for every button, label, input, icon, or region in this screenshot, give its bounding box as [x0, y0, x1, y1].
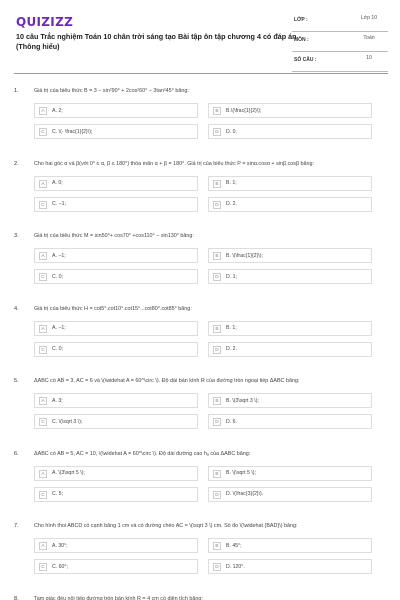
question-text: ΔABC có AB = 3, AC = 6 và \(\widehat A = 60^\circ \). Độ dài bán kính R của đường tròn ngoại tiếp ΔABC bằng: — [34, 378, 300, 384]
option-letter: C — [39, 128, 47, 136]
question-item — [14, 86, 388, 159]
question-item — [14, 231, 388, 304]
answer-option-a[interactable] — [34, 248, 198, 263]
option-letter: C — [39, 346, 47, 354]
option-text: A. −1; — [52, 252, 66, 259]
answer-option-b[interactable] — [208, 466, 372, 481]
option-letter: A — [39, 107, 47, 115]
option-text: D. 6. — [226, 418, 237, 425]
option-letter: B — [213, 470, 221, 478]
option-text: D. 120°. — [226, 563, 245, 570]
answer-option-d[interactable] — [208, 197, 372, 212]
worksheet-title: 10 câu Trắc nghiệm Toán 10 chân trời sáng tạo Bài tập ôn tập chương 4 có đáp án (Thông hiểu) — [16, 32, 297, 51]
question-number: 8. — [14, 595, 19, 600]
answer-option-b[interactable] — [208, 538, 372, 553]
answer-option-d[interactable] — [208, 414, 372, 429]
question-item — [14, 376, 388, 449]
answer-option-c[interactable] — [34, 559, 198, 574]
question-number: 3. — [14, 233, 19, 239]
meta-value: Lớp 10 — [360, 15, 378, 21]
option-text: C. \(- \frac{1}{2}\); — [52, 128, 93, 135]
question-number: 6. — [14, 450, 19, 457]
option-text: B. \(\frac{1}{2}\); — [226, 252, 263, 259]
option-text: A. 3; — [52, 397, 63, 404]
option-letter: B — [213, 325, 221, 333]
answer-option-d[interactable] — [208, 487, 372, 502]
question-text: Giá trị của biểu thức B = 3 − sin²90° + 2cos²60° − 3tan²45° bằng: — [34, 88, 189, 94]
meta-label: SỐ CÂU : — [294, 57, 317, 63]
option-text: B.\(\frac{1}{2}\); — [226, 107, 262, 114]
answer-option-a[interactable] — [34, 466, 198, 481]
option-letter: D — [213, 201, 221, 209]
option-text: A. \(3\sqrt 5 \); — [52, 470, 85, 476]
question-number: 5. — [14, 378, 19, 384]
option-letter: D — [213, 273, 221, 281]
question-item — [14, 304, 388, 377]
option-letter: B — [213, 252, 221, 260]
option-text: A. 2; — [52, 107, 63, 114]
option-letter: D — [213, 128, 221, 136]
option-text: C. 0; — [52, 273, 63, 280]
meta-box — [292, 12, 388, 72]
question-text: Cho hình thoi ABCD có cạnh bằng 1 cm và có đường chéo AC = \(\sqrt 3 \) cm. Số đo \(\widehat {BAD}\) bằng: — [34, 523, 298, 529]
option-letter: B — [213, 542, 221, 550]
answer-option-c[interactable] — [34, 414, 198, 429]
option-letter: A — [39, 252, 47, 260]
option-text: B. \(\sqrt 5 \); — [226, 470, 256, 476]
option-letter: A — [39, 325, 47, 333]
option-text: A. −1; — [52, 325, 66, 331]
meta-row-class — [292, 12, 388, 32]
question-text: Tam giác đều nội tiếp đường tròn bán kính R = 4 cm có diện tích bằng: — [34, 595, 203, 600]
question-text: Giá trị của biểu thức M = sin50°+ cos70° +cos110° − sin130° bằng: — [34, 233, 194, 239]
option-letter: A — [39, 470, 47, 478]
option-letter: C — [39, 491, 47, 499]
answer-option-d[interactable] — [208, 559, 372, 574]
answer-option-a[interactable] — [34, 393, 198, 408]
question-number: 4. — [14, 305, 19, 312]
answer-option-c[interactable] — [34, 487, 198, 502]
option-text: B. \(3\sqrt 3 \); — [226, 397, 259, 404]
quizizz-logo: QUIZIZZ — [16, 15, 74, 29]
meta-label: LỚP : — [294, 17, 308, 23]
question-item — [14, 521, 388, 594]
option-text: B. 45°; — [226, 542, 242, 549]
option-letter: B — [213, 180, 221, 188]
option-letter: D — [213, 563, 221, 571]
answer-option-d[interactable] — [208, 269, 372, 284]
meta-row-subject — [292, 32, 388, 52]
option-text: D. 0. — [226, 128, 237, 135]
question-text: Cho hai góc α và β(với 0° ≤ α, β ≤ 180°) thỏa mãn α + β = 180°. Giá trị của biểu thức P = sinα.cosα + sinβ.cosβ bằng: — [34, 160, 315, 167]
option-text: C. 0; — [52, 346, 63, 352]
option-letter: A — [39, 542, 47, 550]
answer-option-b[interactable] — [208, 393, 372, 408]
option-text: D. 1; — [226, 273, 237, 280]
answer-option-a[interactable] — [34, 103, 198, 118]
option-letter: C — [39, 563, 47, 571]
question-text: ΔABC có AB = 5, AC = 10, \(\widehat A = 60^\circ \). Độ dài đường cao hₐ của ΔABC bằng: — [34, 450, 251, 457]
option-text: C. −1; — [52, 201, 66, 207]
answer-option-c[interactable] — [34, 269, 198, 284]
option-letter: B — [213, 397, 221, 405]
answer-option-b[interactable] — [208, 321, 372, 336]
option-letter: C — [39, 273, 47, 281]
option-text: C. \(\sqrt 3 \); — [52, 418, 83, 425]
question-list — [14, 86, 388, 600]
option-letter: D — [213, 418, 221, 426]
option-letter: C — [39, 418, 47, 426]
option-text: A. 30°; — [52, 542, 68, 549]
question-item — [14, 159, 388, 232]
answer-option-b[interactable] — [208, 103, 372, 118]
meta-value: Toán — [363, 35, 375, 41]
question-text: Giá trị của biểu thức H = cot5°.cot10°.cot15°...cot80°.cot85° bằng: — [34, 305, 192, 312]
answer-option-b[interactable] — [208, 176, 372, 191]
option-text: C. 60°; — [52, 563, 68, 570]
question-number: 7. — [14, 523, 19, 529]
answer-option-b[interactable] — [208, 248, 372, 263]
question-item — [14, 449, 388, 522]
option-text: D. 2. — [226, 201, 237, 207]
header-divider — [14, 73, 388, 74]
answer-option-a[interactable] — [34, 176, 198, 191]
meta-label: MÔN : — [294, 37, 309, 43]
option-text: B. 1; — [226, 325, 237, 331]
option-letter: A — [39, 180, 47, 188]
answer-option-d[interactable] — [208, 342, 372, 357]
meta-row-count — [292, 52, 388, 72]
option-letter: B — [213, 107, 221, 115]
option-text: D. \(\frac{3}{2}\). — [226, 491, 264, 497]
option-letter: C — [39, 201, 47, 209]
answer-option-d[interactable] — [208, 124, 372, 139]
option-text: C. 5; — [52, 491, 63, 497]
option-text: B. 1; — [226, 180, 237, 186]
answer-option-c[interactable] — [34, 197, 198, 212]
answer-option-a[interactable] — [34, 321, 198, 336]
option-letter: D — [213, 346, 221, 354]
option-letter: A — [39, 397, 47, 405]
question-number: 2. — [14, 160, 19, 167]
answer-option-c[interactable] — [34, 342, 198, 357]
answer-option-a[interactable] — [34, 538, 198, 553]
worksheet-header — [14, 12, 388, 70]
option-letter: D — [213, 491, 221, 499]
question-number: 1. — [14, 88, 19, 94]
question-item — [14, 594, 388, 600]
option-text: A. 0; — [52, 180, 63, 186]
answer-option-c[interactable] — [34, 124, 198, 139]
option-text: D. 2. — [226, 346, 237, 352]
meta-value: 10 — [366, 55, 372, 61]
